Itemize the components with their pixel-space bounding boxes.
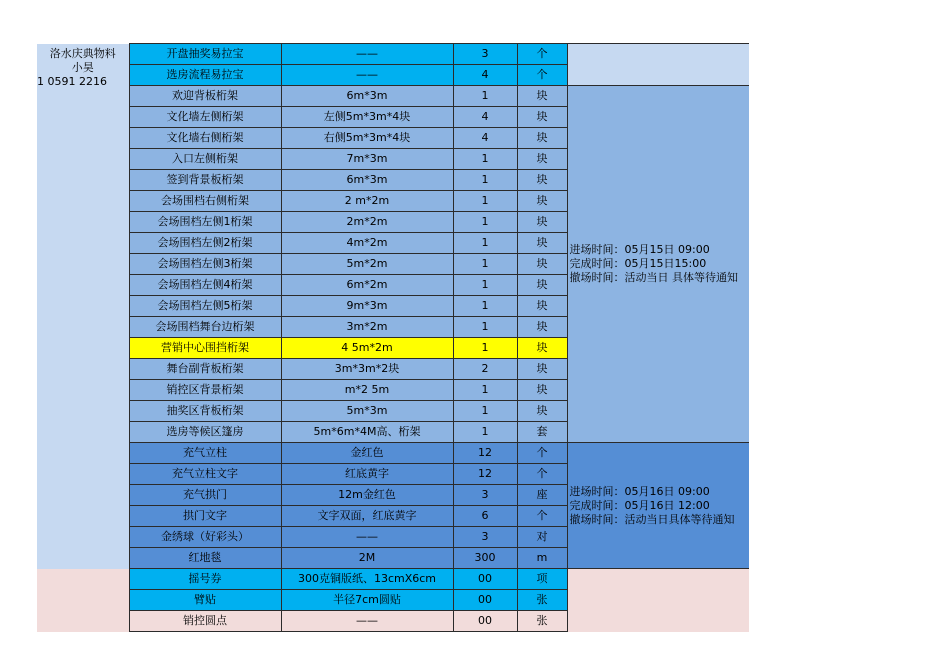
item-unit-cell[interactable]: 块 — [517, 401, 567, 422]
item-qty-cell[interactable]: 1 — [453, 191, 517, 212]
schedule-line: 撤场时间：活动当日具体等待通知 — [569, 512, 735, 526]
item-spec-cell[interactable]: —— — [281, 44, 453, 65]
table-row[interactable] — [37, 86, 749, 107]
schedule-line: 撤场时间：活动当日 具体等待通知 — [569, 271, 738, 284]
item-spec-cell[interactable]: 2 m*2m — [281, 191, 453, 212]
item-name-cell[interactable]: 摇号券 — [129, 569, 281, 590]
item-spec-cell[interactable]: —— — [281, 65, 453, 86]
item-spec-cell[interactable]: 6m*2m — [281, 275, 453, 296]
item-name-cell[interactable]: 抽奖区背板桁架 — [129, 401, 281, 422]
notes-cell-bottom[interactable] — [567, 569, 749, 632]
left-info-cell[interactable] — [37, 44, 129, 569]
item-spec-cell[interactable]: 7m*3m — [281, 149, 453, 170]
item-qty-cell[interactable]: 1 — [453, 233, 517, 254]
schedule-notes-2[interactable] — [567, 443, 749, 569]
item-name-cell[interactable]: 会场围档舞台边桁架 — [129, 317, 281, 338]
table-row[interactable] — [37, 569, 749, 590]
schedule-notes-1[interactable] — [567, 86, 749, 443]
table-row[interactable] — [37, 443, 749, 464]
item-qty-cell[interactable]: 2 — [453, 359, 517, 380]
item-name-cell[interactable]: 入口左侧桁架 — [129, 149, 281, 170]
item-unit-cell[interactable]: 项 — [517, 569, 567, 590]
item-qty-cell[interactable]: 6 — [453, 506, 517, 527]
item-unit-cell[interactable]: 个 — [517, 44, 567, 65]
item-unit-cell[interactable]: 个 — [517, 443, 567, 464]
item-qty-cell[interactable]: 1 — [453, 401, 517, 422]
item-name-cell[interactable]: 选房流程易拉宝 — [129, 65, 281, 86]
left-empty-cell[interactable] — [37, 569, 129, 632]
item-name-cell[interactable]: 舞台副背板桁架 — [129, 359, 281, 380]
item-name-cell[interactable]: 充气拱门 — [129, 485, 281, 506]
item-qty-cell[interactable]: 300 — [453, 548, 517, 569]
item-name-cell[interactable]: 会场围档左侧3桁架 — [129, 254, 281, 275]
item-name-cell[interactable]: 会场围档左侧5桁架 — [129, 296, 281, 317]
item-qty-cell[interactable]: 4 — [453, 107, 517, 128]
item-name-cell[interactable]: 文化墙右侧桁架 — [129, 128, 281, 149]
item-qty-cell[interactable]: 1 — [453, 254, 517, 275]
item-name-cell[interactable]: 会场围档左侧4桁架 — [129, 275, 281, 296]
item-spec-cell[interactable]: 4 5m*2m — [281, 338, 453, 359]
schedule-line: 进场时间：05月16日 09:00 — [569, 484, 710, 498]
item-spec-cell[interactable]: 4m*2m — [281, 233, 453, 254]
item-unit-cell[interactable]: 块 — [517, 128, 567, 149]
item-name-cell[interactable]: 开盘抽奖易拉宝 — [129, 44, 281, 65]
item-unit-cell[interactable]: 块 — [517, 149, 567, 170]
item-unit-cell[interactable]: 块 — [517, 338, 567, 359]
schedule-line: 完成时间：05月16日 12:00 — [569, 498, 710, 512]
item-spec-cell[interactable]: 9m*3m — [281, 296, 453, 317]
item-spec-cell[interactable]: m*2 5m — [281, 380, 453, 401]
schedule-line: 进场时间：05月15日 09:00 — [569, 243, 710, 256]
item-unit-cell[interactable]: 块 — [517, 317, 567, 338]
item-spec-cell[interactable]: —— — [281, 611, 453, 632]
item-spec-cell[interactable]: 右侧5m*3m*4块 — [281, 128, 453, 149]
item-spec-cell[interactable]: 半径7cm圆贴 — [281, 590, 453, 611]
item-name-cell[interactable]: 营销中心围挡桁架 — [129, 338, 281, 359]
item-name-cell[interactable]: 会场围档右侧桁架 — [129, 191, 281, 212]
spreadsheet — [37, 43, 749, 632]
item-spec-cell[interactable]: 2M — [281, 548, 453, 569]
item-spec-cell[interactable]: 6m*3m — [281, 170, 453, 191]
item-unit-cell[interactable]: 座 — [517, 485, 567, 506]
item-name-cell[interactable]: 文化墙左侧桁架 — [129, 107, 281, 128]
item-qty-cell[interactable]: 4 — [453, 65, 517, 86]
item-qty-cell[interactable]: 3 — [453, 44, 517, 65]
item-unit-cell[interactable]: 个 — [517, 464, 567, 485]
item-unit-cell[interactable]: 块 — [517, 233, 567, 254]
item-qty-cell[interactable]: 00 — [453, 590, 517, 611]
item-unit-cell[interactable]: m — [517, 548, 567, 569]
item-qty-cell[interactable]: 1 — [453, 380, 517, 401]
item-name-cell[interactable]: 销控圆点 — [129, 611, 281, 632]
item-unit-cell[interactable]: 套 — [517, 422, 567, 443]
item-spec-cell[interactable]: 左侧5m*3m*4块 — [281, 107, 453, 128]
item-unit-cell[interactable]: 张 — [517, 611, 567, 632]
item-qty-cell[interactable]: 1 — [453, 338, 517, 359]
item-unit-cell[interactable]: 个 — [517, 506, 567, 527]
item-qty-cell[interactable]: 1 — [453, 149, 517, 170]
item-name-cell[interactable]: 签到背景板桁架 — [129, 170, 281, 191]
item-qty-cell[interactable]: 1 — [453, 212, 517, 233]
project-name: 洛水庆典物料 — [49, 46, 116, 60]
item-spec-cell[interactable]: —— — [281, 527, 453, 548]
item-spec-cell[interactable]: 5m*6m*4M高、桁架 — [281, 422, 453, 443]
item-unit-cell[interactable]: 块 — [517, 107, 567, 128]
item-name-cell[interactable]: 会场围档左侧2桁架 — [129, 233, 281, 254]
item-qty-cell[interactable]: 1 — [453, 296, 517, 317]
item-unit-cell[interactable]: 块 — [517, 359, 567, 380]
item-qty-cell[interactable]: 1 — [453, 422, 517, 443]
item-spec-cell[interactable]: 金红色 — [281, 443, 453, 464]
item-unit-cell[interactable]: 块 — [517, 254, 567, 275]
item-name-cell[interactable]: 充气立柱 — [129, 443, 281, 464]
item-name-cell[interactable]: 红地毯 — [129, 548, 281, 569]
item-qty-cell[interactable]: 1 — [453, 275, 517, 296]
item-spec-cell[interactable]: 6m*3m — [281, 86, 453, 107]
item-unit-cell[interactable]: 张 — [517, 590, 567, 611]
notes-cell-empty[interactable] — [567, 44, 749, 86]
item-qty-cell[interactable]: 00 — [453, 611, 517, 632]
item-spec-cell[interactable]: 5m*3m — [281, 401, 453, 422]
item-unit-cell[interactable]: 块 — [517, 296, 567, 317]
item-qty-cell[interactable]: 4 — [453, 128, 517, 149]
item-name-cell[interactable]: 充气立柱文字 — [129, 464, 281, 485]
schedule-line: 完成时间：05月15日15:00 — [569, 257, 707, 270]
item-name-cell[interactable]: 金绣球（好彩头） — [129, 527, 281, 548]
item-name-cell[interactable]: 拱门文字 — [129, 506, 281, 527]
item-spec-cell[interactable]: 文字双面，红底黄字 — [281, 506, 453, 527]
item-unit-cell[interactable]: 块 — [517, 275, 567, 296]
item-spec-cell[interactable]: 红底黄字 — [281, 464, 453, 485]
item-name-cell[interactable]: 选房等候区篷房 — [129, 422, 281, 443]
item-unit-cell[interactable]: 块 — [517, 191, 567, 212]
item-name-cell[interactable]: 销控区背景桁架 — [129, 380, 281, 401]
item-spec-cell[interactable]: 3m*2m — [281, 317, 453, 338]
item-qty-cell[interactable]: 1 — [453, 86, 517, 107]
item-qty-cell[interactable]: 00 — [453, 569, 517, 590]
item-unit-cell[interactable]: 块 — [517, 170, 567, 191]
item-spec-cell[interactable]: 300克铜版纸、13cmX6cm — [281, 569, 453, 590]
item-name-cell[interactable]: 欢迎背板桁架 — [129, 86, 281, 107]
materials-table — [37, 43, 749, 632]
item-name-cell[interactable]: 会场围档左侧1桁架 — [129, 212, 281, 233]
item-spec-cell[interactable]: 5m*2m — [281, 254, 453, 275]
item-unit-cell[interactable]: 块 — [517, 380, 567, 401]
item-spec-cell[interactable]: 3m*3m*2块 — [281, 359, 453, 380]
contact-name: 小昊 — [71, 60, 94, 74]
item-spec-cell[interactable]: 2m*2m — [281, 212, 453, 233]
item-qty-cell[interactable]: 1 — [453, 170, 517, 191]
table-row[interactable] — [37, 44, 749, 65]
item-qty-cell[interactable]: 1 — [453, 317, 517, 338]
item-qty-cell[interactable]: 3 — [453, 527, 517, 548]
item-unit-cell[interactable]: 个 — [517, 65, 567, 86]
item-qty-cell[interactable]: 12 — [453, 443, 517, 464]
item-unit-cell[interactable]: 块 — [517, 212, 567, 233]
item-qty-cell[interactable]: 3 — [453, 485, 517, 506]
item-qty-cell[interactable]: 12 — [453, 464, 517, 485]
contact-phone: 1 0591 2216 — [37, 74, 107, 88]
item-unit-cell[interactable]: 块 — [517, 86, 567, 107]
item-name-cell[interactable]: 臂贴 — [129, 590, 281, 611]
item-unit-cell[interactable]: 对 — [517, 527, 567, 548]
item-spec-cell[interactable]: 12m金红色 — [281, 485, 453, 506]
table-body — [37, 44, 749, 632]
